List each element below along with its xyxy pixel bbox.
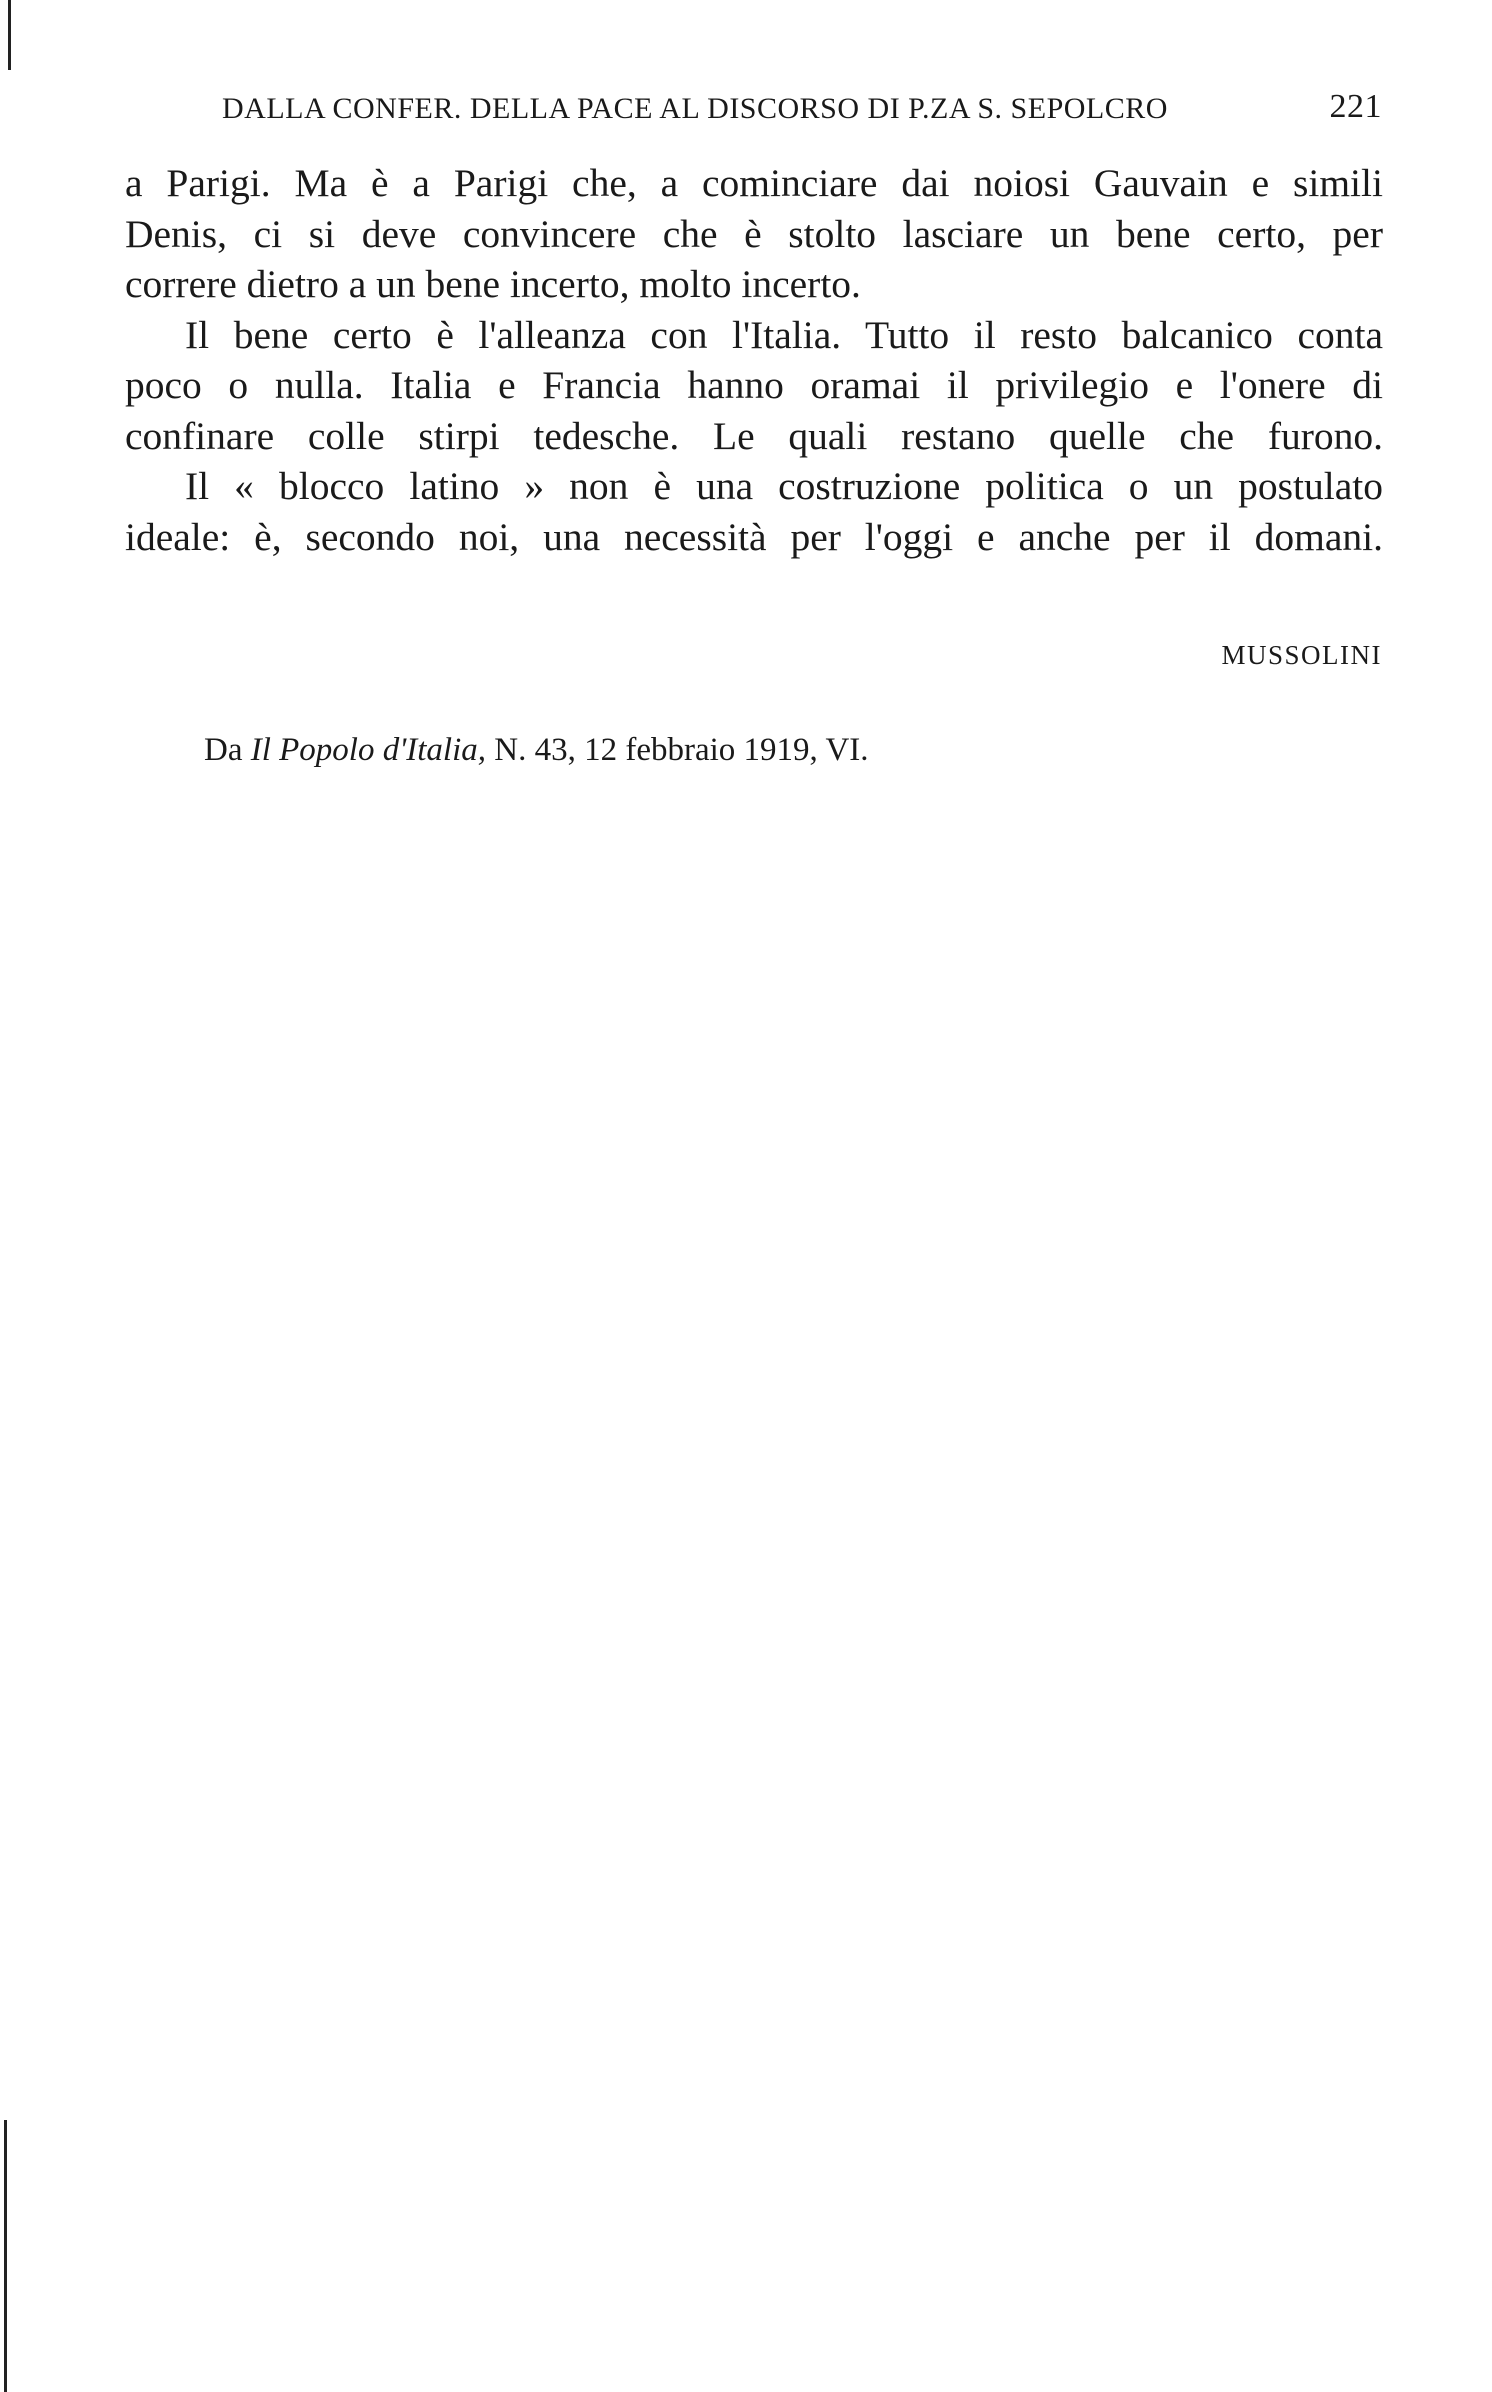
text-line-5: poco o nulla. Italia e Francia hanno oramai il privilegio e l'onere di — [125, 363, 1383, 407]
source-citation — [204, 732, 869, 769]
source-details: N. 43, 12 febbraio 1919, VI. — [494, 732, 869, 768]
text-line-8: ideale: è, secondo noi, una necessità per l'oggi e anche per il domani. — [125, 514, 1383, 559]
text-line-6: confinare colle stirpi tedesche. Le quali restano quelle che furono. — [125, 413, 1383, 458]
page-header — [222, 88, 1382, 136]
text-line-2: Denis, ci si deve convincere che è stolto lasciare un bene certo, per — [125, 211, 1383, 256]
scan-edge-mark-top — [8, 0, 11, 70]
body-text — [125, 158, 1383, 562]
page-number: 221 — [1329, 88, 1382, 125]
author-signature: MUSSOLINI — [1221, 640, 1382, 670]
text-line-7: Il « blocco latino » non è una costruzione politica o un postulato — [185, 464, 1383, 508]
scan-edge-mark-left — [4, 2120, 7, 2392]
text-line-1: a Parigi. Ma è a Parigi che, a cominciare dai noiosi Gauvain e simili — [125, 161, 1383, 205]
source-prefix: Da — [204, 732, 243, 768]
source-title: Il Popolo d'Italia, — [250, 732, 487, 768]
text-line-4: Il bene certo è l'alleanza con l'Italia. Tutto il resto balcanico conta — [185, 312, 1383, 357]
running-head: DALLA CONFER. DELLA PACE AL DISCORSO DI P.ZA S. SEPOLCRO — [222, 92, 1168, 125]
text-line-3: correre dietro a un bene incerto, molto incerto. — [125, 262, 861, 306]
